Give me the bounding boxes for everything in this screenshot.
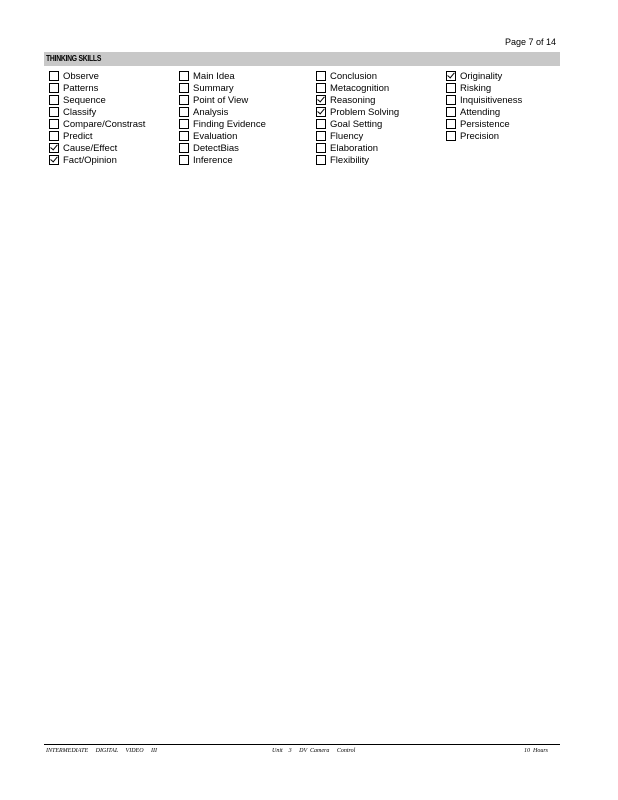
checklist-item-label: Reasoning (330, 94, 376, 106)
checklist-item-label: Analysis (193, 106, 229, 118)
checklist-item[interactable] (316, 142, 399, 154)
checkbox-unchecked[interactable] (446, 119, 456, 129)
checklist-item-label: Precision (460, 130, 500, 142)
footer-unit: Unit 3 DV Camera Control (272, 748, 356, 754)
checklist-item[interactable] (446, 70, 522, 82)
checklist-column-2 (179, 70, 266, 166)
checkbox-unchecked[interactable] (179, 71, 189, 81)
checklist-column-1 (49, 70, 145, 166)
checklist-item-label: Point of View (193, 94, 249, 106)
checkbox-checked[interactable] (446, 71, 456, 81)
checkbox-unchecked[interactable] (49, 71, 59, 81)
checkbox-unchecked[interactable] (316, 155, 326, 165)
section-title: THINKING SKILLS (46, 54, 102, 63)
checkbox-checked[interactable] (316, 95, 326, 105)
checklist-item[interactable] (316, 106, 399, 118)
checklist-item[interactable] (49, 106, 145, 118)
checkbox-unchecked[interactable] (316, 131, 326, 141)
checklist-item-label: Inquisitiveness (460, 94, 523, 106)
checklist-item-label: Attending (460, 106, 501, 118)
checkbox-unchecked[interactable] (316, 71, 326, 81)
checkbox-unchecked[interactable] (179, 131, 189, 141)
checkbox-unchecked[interactable] (446, 95, 456, 105)
checklist-item[interactable] (179, 82, 266, 94)
checkbox-checked[interactable] (49, 155, 59, 165)
checkbox-unchecked[interactable] (179, 83, 189, 93)
checklist-item-label: DetectBias (193, 142, 239, 154)
checklist-item[interactable] (179, 94, 266, 106)
checkbox-unchecked[interactable] (316, 143, 326, 153)
checklist-item[interactable] (179, 130, 266, 142)
checklist-item[interactable] (179, 118, 266, 130)
checklist-item-label: Main Idea (193, 70, 235, 82)
checklist-item-label: Compare/Constrast (63, 118, 146, 130)
checklist-item[interactable] (49, 130, 145, 142)
footer-divider (44, 744, 560, 745)
checklist-item[interactable] (179, 106, 266, 118)
footer-course: INTERMEDIATE DIGITAL VIDEO III (46, 748, 158, 754)
checkbox-unchecked[interactable] (49, 131, 59, 141)
checkbox-checked[interactable] (316, 107, 326, 117)
checkbox-unchecked[interactable] (179, 155, 189, 165)
checklist-item-label: Evaluation (193, 130, 238, 142)
checklist-item-label: Metacognition (330, 82, 390, 94)
checkbox-unchecked[interactable] (316, 119, 326, 129)
checkbox-unchecked[interactable] (179, 119, 189, 129)
checklist-item[interactable] (316, 82, 399, 94)
checklist-item-label: Flexibility (330, 154, 370, 166)
checklist-item[interactable] (49, 94, 145, 106)
checklist-item-label: Originality (460, 70, 503, 82)
checkbox-unchecked[interactable] (179, 107, 189, 117)
checkbox-unchecked[interactable] (179, 143, 189, 153)
checklist-item-label: Finding Evidence (193, 118, 266, 130)
checklist-item[interactable] (446, 94, 522, 106)
checklist-item-label: Persistence (460, 118, 510, 130)
checklist-item[interactable] (49, 70, 145, 82)
checklist-item-label: Fluency (330, 130, 364, 142)
checkbox-unchecked[interactable] (49, 95, 59, 105)
checklist-item-label: Inference (193, 154, 233, 166)
checkbox-unchecked[interactable] (49, 119, 59, 129)
section-header-bar (44, 52, 560, 66)
checklist-item-label: Goal Setting (330, 118, 383, 130)
checklist-column-4 (446, 70, 522, 142)
checklist-item-label: Problem Solving (330, 106, 400, 118)
checklist-item-label: Risking (460, 82, 492, 94)
page-number: Page 7 of 14 (504, 37, 556, 47)
checklist-item-label: Conclusion (330, 70, 377, 82)
checklist-column-3 (316, 70, 399, 166)
checklist-item[interactable] (316, 70, 399, 82)
checklist-item[interactable] (446, 130, 522, 142)
checklist-item[interactable] (316, 118, 399, 130)
checklist-item-label: Cause/Effect (63, 142, 118, 154)
checklist-item-label: Patterns (63, 82, 99, 94)
checklist-item[interactable] (49, 118, 145, 130)
checkbox-unchecked[interactable] (49, 107, 59, 117)
checkbox-unchecked[interactable] (179, 95, 189, 105)
checklist-item[interactable] (446, 106, 522, 118)
checklist-item-label: Elaboration (330, 142, 379, 154)
checklist-item-label: Predict (63, 130, 93, 142)
checklist-item[interactable] (316, 154, 399, 166)
checklist-item-label: Classify (63, 106, 97, 118)
checkbox-unchecked[interactable] (316, 83, 326, 93)
checklist-item[interactable] (49, 142, 145, 154)
checkbox-checked[interactable] (49, 143, 59, 153)
checklist-item[interactable] (446, 82, 522, 94)
checklist-item[interactable] (179, 142, 266, 154)
checkbox-unchecked[interactable] (446, 131, 456, 141)
checkbox-unchecked[interactable] (446, 107, 456, 117)
checklist-item-label: Summary (193, 82, 234, 94)
checklist-item[interactable] (316, 130, 399, 142)
checklist-item-label: Observe (63, 70, 99, 82)
checklist-item[interactable] (49, 82, 145, 94)
footer-hours: 10 Hours (524, 748, 549, 754)
checklist-item-label: Fact/Opinion (63, 154, 117, 166)
checklist-item[interactable] (179, 154, 266, 166)
checkbox-unchecked[interactable] (49, 83, 59, 93)
checklist-item[interactable] (316, 94, 399, 106)
checklist-item[interactable] (446, 118, 522, 130)
checklist-item[interactable] (49, 154, 145, 166)
checkbox-unchecked[interactable] (446, 83, 456, 93)
checklist-item-label: Sequence (63, 94, 106, 106)
checklist-item[interactable] (179, 70, 266, 82)
